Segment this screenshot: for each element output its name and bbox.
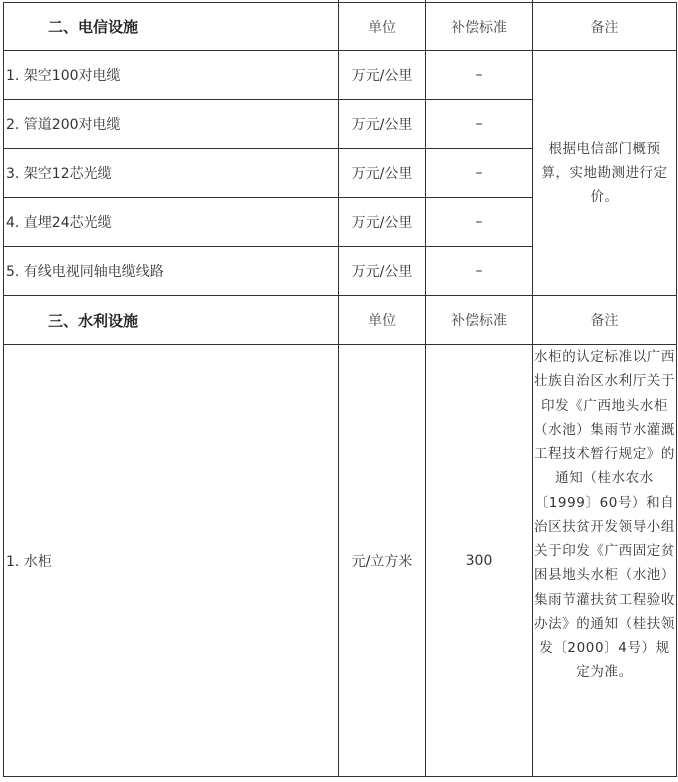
item-standard: 300	[426, 345, 533, 777]
header-unit: 单位	[339, 296, 426, 345]
compensation-table	[3, 2, 677, 777]
item-standard: –	[426, 198, 533, 247]
header-standard: 补偿标准	[426, 296, 533, 345]
header-note: 备注	[533, 296, 677, 345]
telecom-header-row	[4, 3, 677, 51]
section-title-water: 三、水利设施	[4, 296, 339, 345]
table-row	[4, 345, 677, 777]
item-name: 1. 架空100对电缆	[4, 51, 339, 100]
item-name: 1. 水柜	[4, 345, 339, 777]
section-title-telecom: 二、电信设施	[4, 3, 339, 51]
water-header-row	[4, 296, 677, 345]
item-name: 4. 直埋24芯光缆	[4, 198, 339, 247]
header-standard: 补偿标准	[426, 3, 533, 51]
water-note: 水柜的认定标准以广西壮族自治区水利厅关于印发《广西地头水柜（水池）集雨节水灌溉工程技术暂行规定》的通知（桂水农水〔1999〕60号）和自治区扶贫开发领导小组关于印发《广西固定贫困县地头水柜（水池）集雨节灌扶贫工程验收办法》的通知（桂扶领发〔2000〕4号）规定为准。	[533, 345, 677, 777]
item-standard: –	[426, 247, 533, 296]
item-standard: –	[426, 149, 533, 198]
item-name: 3. 架空12芯光缆	[4, 149, 339, 198]
item-unit: 万元/公里	[339, 247, 426, 296]
header-note: 备注	[533, 3, 677, 51]
item-standard: –	[426, 100, 533, 149]
item-name: 2. 管道200对电缆	[4, 100, 339, 149]
table-row	[4, 51, 677, 100]
item-standard: –	[426, 51, 533, 100]
item-unit: 万元/公里	[339, 100, 426, 149]
item-name: 5. 有线电视同轴电缆线路	[4, 247, 339, 296]
telecom-note: 根据电信部门概预算，实地勘测进行定价。	[533, 51, 677, 296]
header-unit: 单位	[339, 3, 426, 51]
item-unit: 万元/公里	[339, 51, 426, 100]
item-unit: 万元/公里	[339, 198, 426, 247]
item-unit: 元/立方米	[339, 345, 426, 777]
item-unit: 万元/公里	[339, 149, 426, 198]
